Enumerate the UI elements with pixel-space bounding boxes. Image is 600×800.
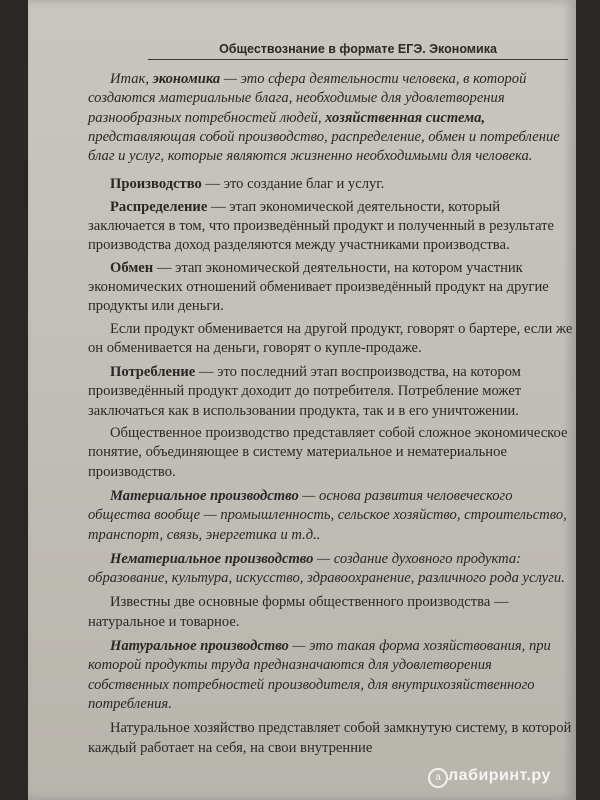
social-production-paragraph: Общественное производство представляет собой сложное экономическое понятие, объединяющее в систему материальное и нематериальное производство. <box>88 425 568 480</box>
running-header <box>148 24 568 60</box>
term-economic-system: хозяйственная система, <box>325 109 486 126</box>
def-exchange-text: — этап экономической деятельности, на котором участник экономических отношений обменивает произведённый продукт на другие продукты или деньги. <box>88 259 549 315</box>
barter-paragraph: Если продукт обменивается на другой продукт, говорят о бартере, если же он обменивается на деньги, говорят о купле-продаже. <box>88 320 573 356</box>
term-production: Производство <box>110 176 202 193</box>
def-natural-text: — это такая форма хозяйствования, при которой продукты труда предназначаются для удовлетворения собственных потребностей производителя, для внутрихозяйственного потребления. <box>88 638 551 712</box>
term-economy: экономика <box>152 71 221 87</box>
def-nonmaterial-text: — создание духовного продукта: образование, культура, искусство, здравоохранение, различного рода услуги. <box>88 550 565 587</box>
intro-paragraph <box>88 70 576 166</box>
natural-economy-paragraph: Натуральное хозяйство представляет собой замкнутую систему, в которой каждый работает на себя, на свои внутренние <box>88 720 572 756</box>
def-nonmaterial-production <box>88 550 576 589</box>
header-title: Обществознание в формате ЕГЭ. Экономика <box>219 42 497 56</box>
def-production <box>88 175 576 194</box>
def-production-text: — это создание благ и услуг. <box>201 176 385 193</box>
book-page <box>28 0 576 800</box>
intro-rest: — это сфера деятельности человека, в которой создаются материальные блага, необходимые для удовлетворения разнообразных потребностей людей, <box>88 71 527 126</box>
def-distribution <box>88 198 576 256</box>
watermark: лабиринт.ру <box>448 767 551 784</box>
forms-paragraph: Известны две основные формы общественного производства — натуральное и товарное. <box>88 594 509 630</box>
def-consumption <box>88 363 576 421</box>
page-body <box>88 70 576 763</box>
term-material-production: Материальное производство <box>110 487 299 504</box>
intro-text: Итак, <box>110 71 153 87</box>
labirint-logo-icon: a <box>428 768 448 788</box>
def-consumption-text: — это последний этап воспроизводства, на котором произведённый продукт доходит до потребителя. Потребление может заключаться как в использовании продукта, так и в его уничтожении. <box>88 364 522 419</box>
term-natural-production: Натуральное производство <box>110 638 289 655</box>
def-distribution-text: — этап экономической деятельности, который заключается в том, что произведённый продукт и полученный в результате производства доход разделяются между участниками производства. <box>88 198 555 254</box>
term-exchange: Обмен <box>110 259 154 276</box>
term-consumption: Потребление <box>110 364 196 381</box>
term-distribution: Распределение <box>110 198 208 215</box>
def-material-production <box>88 487 576 545</box>
def-natural-production <box>88 637 576 714</box>
intro-rest2: представляющая собой производство, распределение, обмен и потребление благ и услуг, которые являются жизненно необходимыми для человека. <box>88 128 560 165</box>
term-nonmaterial-production: Нематериальное производство <box>110 550 314 567</box>
def-material-text: — основа развития человеческого общества вообще — промышленность, сельское хозяйство, строительство, транспорт, связь, энергетика и т.д.. <box>88 487 567 543</box>
def-exchange <box>88 259 576 317</box>
